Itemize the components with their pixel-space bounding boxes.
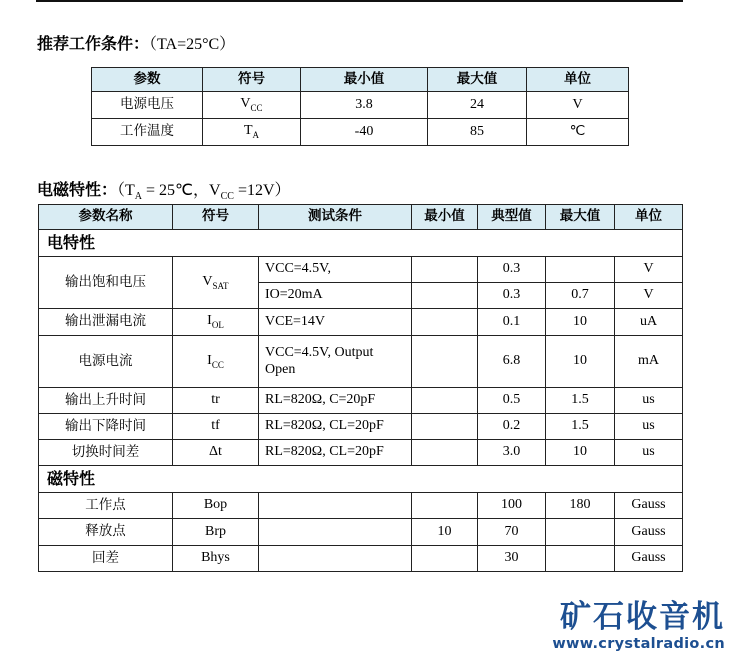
typ-cell: 70 xyxy=(478,519,546,546)
recommended-header-row xyxy=(92,68,629,92)
table-row xyxy=(39,440,683,466)
section-row xyxy=(39,466,683,493)
min-cell: -40 xyxy=(301,119,428,146)
col-header: 最小值 xyxy=(412,205,478,230)
em-title: 电磁特性： xyxy=(37,180,118,199)
unit-cell: us xyxy=(615,440,683,466)
max-cell: 10 xyxy=(546,336,615,388)
symbol-cell: Δt xyxy=(173,440,259,466)
symbol-cell: $I_{OL}$ xyxy=(173,309,259,336)
condition-cell: VCE=14V xyxy=(259,309,412,336)
table-row xyxy=(39,519,683,546)
col-header: 测试条件 xyxy=(259,205,412,230)
symbol-cell: Brp xyxy=(173,519,259,546)
typ-cell: 3.0 xyxy=(478,440,546,466)
col-header: 参数 xyxy=(92,68,203,92)
symbol-cell: Bop xyxy=(173,493,259,519)
section-row xyxy=(39,230,683,257)
symbol-cell: $V_{SAT}$ xyxy=(173,257,259,309)
typ-cell: 30 xyxy=(478,546,546,572)
col-header: 典型值 xyxy=(478,205,546,230)
min-cell xyxy=(412,257,478,283)
recommended-condition: （TA=25°C） xyxy=(149,36,236,53)
condition-cell xyxy=(259,546,412,572)
section-electric: 电特性 xyxy=(39,230,683,257)
col-header: 符号 xyxy=(173,205,259,230)
min-cell xyxy=(412,388,478,414)
em-condition: （$T_A$ = 25℃，$V_{CC} =12V$） xyxy=(117,182,291,203)
param-cell: 电源电压 xyxy=(92,92,203,119)
symbol-cell: $T_A$ xyxy=(203,119,301,146)
typ-cell: 0.3 xyxy=(478,283,546,309)
max-cell: 85 xyxy=(428,119,527,146)
col-header: 最小值 xyxy=(301,68,428,92)
max-cell: 10 xyxy=(546,309,615,336)
table-row xyxy=(39,493,683,519)
typ-cell: 0.5 xyxy=(478,388,546,414)
unit-cell: ℃ xyxy=(527,119,629,146)
param-cell: 切换时间差 xyxy=(39,440,173,466)
unit-cell: V xyxy=(615,257,683,283)
unit-cell: V xyxy=(527,92,629,119)
em-header-row xyxy=(39,205,683,230)
unit-cell: mA xyxy=(615,336,683,388)
table-row xyxy=(39,388,683,414)
max-cell: 10 xyxy=(546,440,615,466)
col-header: 单位 xyxy=(527,68,629,92)
table-row xyxy=(39,414,683,440)
col-header: 最大值 xyxy=(546,205,615,230)
min-cell xyxy=(412,283,478,309)
param-cell: 输出泄漏电流 xyxy=(39,309,173,336)
max-cell: 1.5 xyxy=(546,388,615,414)
typ-cell: 100 xyxy=(478,493,546,519)
table-row xyxy=(92,119,629,146)
recommended-title: 推荐工作条件： xyxy=(37,34,150,53)
symbol-cell: $V_{CC}$ xyxy=(203,92,301,119)
table-row xyxy=(39,336,683,388)
table-row xyxy=(39,546,683,572)
param-cell: 输出饱和电压 xyxy=(39,257,173,309)
top-rule xyxy=(36,0,683,2)
symbol-cell: $I_{CC}$ xyxy=(173,336,259,388)
max-cell xyxy=(546,546,615,572)
symbol-cell: tf xyxy=(173,414,259,440)
col-header: 参数名称 xyxy=(39,205,173,230)
param-cell: 工作点 xyxy=(39,493,173,519)
unit-cell: uA xyxy=(615,309,683,336)
condition-cell: RL=820Ω, CL=20pF xyxy=(259,440,412,466)
max-cell: 24 xyxy=(428,92,527,119)
condition-cell: VCC=4.5V, Output Open xyxy=(259,336,412,388)
col-header: 最大值 xyxy=(428,68,527,92)
min-cell xyxy=(412,546,478,572)
min-cell: 10 xyxy=(412,519,478,546)
em-heading xyxy=(37,177,291,202)
col-header: 符号 xyxy=(203,68,301,92)
section-magnetic: 磁特性 xyxy=(39,466,683,493)
min-cell xyxy=(412,440,478,466)
unit-cell: Gauss xyxy=(615,519,683,546)
condition-cell: RL=820Ω, CL=20pF xyxy=(259,414,412,440)
max-cell xyxy=(546,519,615,546)
param-cell: 工作温度 xyxy=(92,119,203,146)
condition-cell: IO=20mA xyxy=(259,283,412,309)
unit-cell: V xyxy=(615,283,683,309)
min-cell xyxy=(412,336,478,388)
table-row xyxy=(92,92,629,119)
unit-cell: Gauss xyxy=(615,493,683,519)
typ-cell: 0.1 xyxy=(478,309,546,336)
unit-cell: us xyxy=(615,388,683,414)
min-cell xyxy=(412,309,478,336)
condition-cell: VCC=4.5V, xyxy=(259,257,412,283)
param-cell: 释放点 xyxy=(39,519,173,546)
symbol-cell: tr xyxy=(173,388,259,414)
min-cell: 3.8 xyxy=(301,92,428,119)
condition-cell: RL=820Ω, C=20pF xyxy=(259,388,412,414)
max-cell: 0.7 xyxy=(546,283,615,309)
max-cell: 1.5 xyxy=(546,414,615,440)
recommended-heading xyxy=(37,31,235,54)
condition-cell xyxy=(259,519,412,546)
unit-cell: Gauss xyxy=(615,546,683,572)
table-row xyxy=(39,309,683,336)
recommended-table xyxy=(91,67,629,146)
symbol-cell: Bhys xyxy=(173,546,259,572)
typ-cell: 0.2 xyxy=(478,414,546,440)
site-watermark xyxy=(552,600,725,654)
param-cell: 输出下降时间 xyxy=(39,414,173,440)
param-cell: 回差 xyxy=(39,546,173,572)
table-row xyxy=(39,257,683,283)
typ-cell: 6.8 xyxy=(478,336,546,388)
param-cell: 输出上升时间 xyxy=(39,388,173,414)
param-cell: 电源电流 xyxy=(39,336,173,388)
max-cell xyxy=(546,257,615,283)
watermark-url: www.crystalradio.cn xyxy=(552,636,725,652)
condition-cell xyxy=(259,493,412,519)
col-header: 单位 xyxy=(615,205,683,230)
watermark-name: 矿石收音机 xyxy=(560,599,725,635)
em-table xyxy=(38,204,683,572)
max-cell: 180 xyxy=(546,493,615,519)
min-cell xyxy=(412,414,478,440)
min-cell xyxy=(412,493,478,519)
unit-cell: us xyxy=(615,414,683,440)
typ-cell: 0.3 xyxy=(478,257,546,283)
